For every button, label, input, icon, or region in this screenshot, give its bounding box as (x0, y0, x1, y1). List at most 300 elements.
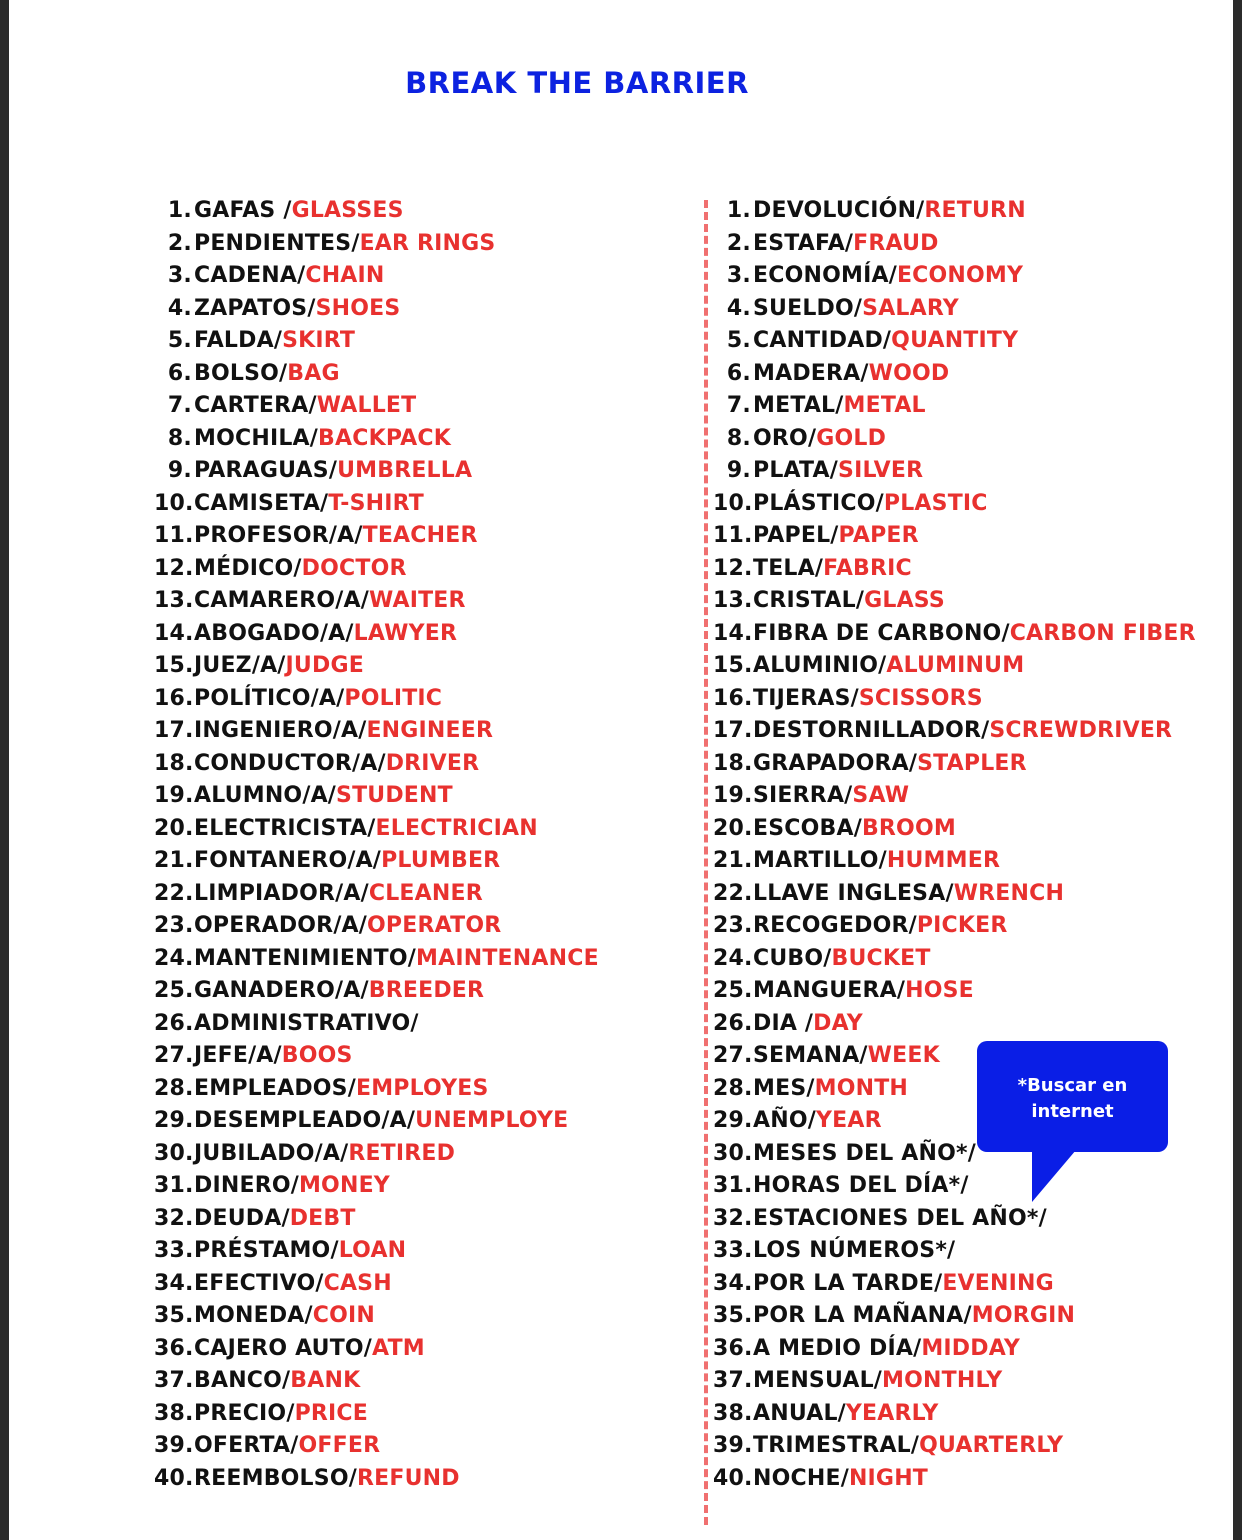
item-number: 12. (154, 555, 194, 581)
item-number: 27. (154, 1043, 194, 1068)
item-number: 7. (726, 393, 751, 418)
item-number: 16. (154, 685, 194, 711)
spanish-word: CONDUCTOR/A/ (194, 750, 386, 776)
english-translation: STAPLER (917, 750, 1027, 776)
item-number: 9. (167, 458, 192, 483)
spanish-word: MANTENIMIENTO/ (194, 945, 417, 971)
item-number: 33. (713, 1238, 753, 1263)
item-number: 17. (713, 718, 753, 743)
list-item (154, 390, 599, 423)
item-number: 23. (154, 913, 194, 938)
spanish-word: PLÁSTICO/ (753, 490, 884, 516)
list-item (713, 325, 1196, 358)
list-item (154, 228, 599, 261)
spanish-word: OFERTA/ (194, 1433, 299, 1458)
english-translation: WOOD (868, 360, 950, 386)
item-number: 35. (154, 1303, 194, 1328)
item-number: 39. (154, 1433, 194, 1458)
list-item (154, 1430, 599, 1463)
spanish-word: DEVOLUCIÓN/ (753, 198, 925, 223)
item-number: 2. (726, 230, 751, 256)
list-item (154, 1008, 599, 1041)
list-item (154, 585, 599, 618)
spanish-word: CADENA/ (194, 263, 306, 288)
spanish-word: ECONOMÍA/ (753, 263, 897, 288)
spanish-word: GANADERO/A/ (194, 978, 369, 1003)
spanish-word: MARTILLO/ (753, 848, 887, 873)
spanish-word: SEMANA/ (753, 1043, 868, 1068)
english-translation: UMBRELLA (337, 458, 473, 483)
list-item (154, 1398, 599, 1431)
english-translation: BREEDER (368, 978, 485, 1003)
english-translation: JUDGE (285, 653, 364, 678)
spanish-word: DEUDA/ (194, 1205, 290, 1231)
item-number: 10. (154, 490, 194, 516)
list-item (154, 488, 599, 521)
list-item (154, 715, 599, 748)
spanish-word: MESES DEL AÑO*/ (753, 1140, 976, 1166)
column-divider (704, 200, 708, 1525)
english-translation: BOOS (281, 1043, 353, 1068)
item-number: 34. (154, 1270, 194, 1296)
spanish-word: JUBILADO/A/ (194, 1140, 349, 1166)
item-number: 21. (713, 848, 753, 873)
item-number: 1. (167, 198, 192, 223)
spanish-word: BOLSO/ (194, 360, 288, 386)
english-translation: STUDENT (336, 783, 453, 808)
english-translation: BROOM (861, 815, 956, 841)
english-translation: NIGHT (848, 1465, 929, 1491)
list-item (713, 455, 1196, 488)
english-translation: GLASSES (291, 198, 404, 223)
spanish-word: GRAPADORA/ (753, 750, 918, 776)
english-translation: WAITER (369, 588, 466, 613)
spanish-word: POLÍTICO/A/ (194, 685, 345, 711)
english-translation: SCREWDRIVER (989, 718, 1173, 743)
item-number: 25. (154, 978, 194, 1003)
list-item (154, 683, 599, 716)
spanish-word: HORAS DEL DÍA*/ (753, 1173, 969, 1198)
list-item (713, 618, 1196, 651)
spanish-word: EMPLEADOS/ (194, 1075, 356, 1101)
spanish-word: SUELDO/ (753, 295, 863, 321)
spanish-word: FIBRA DE CARBONO/ (753, 620, 1010, 646)
spanish-word: MANGUERA/ (753, 978, 906, 1003)
list-item (713, 293, 1196, 326)
list-item (713, 780, 1196, 813)
spanish-word: ELECTRICISTA/ (194, 815, 376, 841)
item-number: 24. (154, 945, 194, 971)
item-number: 29. (713, 1108, 753, 1133)
list-item (154, 1105, 599, 1138)
right-vocabulary-list (713, 195, 1196, 1495)
item-number: 5. (167, 328, 192, 353)
spanish-word: DINERO/ (194, 1173, 299, 1198)
english-translation: TEACHER (362, 523, 478, 548)
spanish-word: FONTANERO/A/ (194, 848, 382, 873)
list-item (154, 943, 599, 976)
spanish-word: A MEDIO DÍA/ (753, 1335, 922, 1361)
spanish-word: ESTAFA/ (753, 230, 854, 256)
item-number: 29. (154, 1108, 194, 1133)
item-number: 14. (154, 620, 194, 646)
list-item (154, 1235, 599, 1268)
english-translation: CARBON FIBER (1009, 620, 1196, 646)
english-translation: SKIRT (282, 328, 356, 353)
english-translation: YEARLY (845, 1400, 939, 1426)
list-item (713, 1430, 1196, 1463)
english-translation: GLASS (864, 588, 945, 613)
list-item (713, 845, 1196, 878)
item-number: 1. (726, 198, 751, 223)
item-number: 20. (154, 815, 194, 841)
item-number: 4. (726, 295, 751, 321)
english-translation: METAL (843, 393, 926, 418)
list-item (154, 293, 599, 326)
item-number: 31. (713, 1173, 753, 1198)
english-translation: QUARTERLY (919, 1433, 1064, 1458)
spanish-word: ADMINISTRATIVO/ (194, 1010, 419, 1036)
item-number: 28. (713, 1075, 753, 1101)
item-number: 2. (167, 230, 192, 256)
spanish-word: TRIMESTRAL/ (753, 1433, 920, 1458)
spanish-word: AÑO/ (753, 1108, 816, 1133)
list-item (154, 650, 599, 683)
english-translation: COIN (312, 1303, 376, 1328)
item-number: 6. (167, 360, 192, 386)
spanish-word: DESTORNILLADOR/ (753, 718, 990, 743)
list-item (154, 1170, 599, 1203)
english-translation: QUANTITY (891, 328, 1019, 353)
item-number: 32. (154, 1205, 194, 1231)
list-item (154, 878, 599, 911)
spanish-word: PRECIO/ (194, 1400, 295, 1426)
list-item (154, 748, 599, 781)
spanish-word: MOCHILA/ (194, 425, 319, 451)
list-item (713, 488, 1196, 521)
spanish-word: GAFAS / (194, 198, 292, 223)
list-item (154, 520, 599, 553)
item-number: 26. (154, 1010, 194, 1036)
list-item (713, 1333, 1196, 1366)
english-translation: ECONOMY (896, 263, 1024, 288)
list-item (713, 553, 1196, 586)
item-number: 30. (154, 1140, 194, 1166)
english-translation: SALARY (862, 295, 959, 321)
list-item (713, 1398, 1196, 1431)
spanish-word: PLATA/ (753, 458, 839, 483)
english-translation: PRICE (294, 1400, 368, 1426)
english-translation: MONTH (814, 1075, 909, 1101)
item-number: 15. (713, 653, 753, 678)
english-translation: LOAN (338, 1238, 407, 1263)
spanish-word: INGENIERO/A/ (194, 718, 367, 743)
spanish-word: REEMBOLSO/ (194, 1465, 357, 1491)
item-number: 24. (713, 945, 753, 971)
spanish-word: LLAVE INGLESA/ (753, 880, 954, 906)
english-translation: DEBT (289, 1205, 356, 1231)
spanish-word: CAJERO AUTO/ (194, 1335, 373, 1361)
list-item (713, 1300, 1196, 1333)
english-translation: PLUMBER (381, 848, 501, 873)
english-translation: PAPER (838, 523, 919, 548)
list-item (713, 813, 1196, 846)
english-translation: GOLD (816, 425, 887, 451)
spanish-word: MÉDICO/ (194, 555, 302, 581)
list-item (154, 975, 599, 1008)
item-number: 3. (167, 263, 192, 288)
document-page (9, 0, 1233, 1540)
spanish-word: PRÉSTAMO/ (194, 1238, 339, 1263)
english-translation: BANK (290, 1368, 361, 1393)
list-item (154, 780, 599, 813)
list-item (154, 618, 599, 651)
english-translation: FABRIC (823, 555, 912, 581)
english-translation: OPERATOR (367, 913, 502, 938)
item-number: 22. (154, 880, 194, 906)
list-item (713, 1268, 1196, 1301)
list-item (713, 228, 1196, 261)
spanish-word: CANTIDAD/ (753, 328, 892, 353)
english-translation: PICKER (916, 913, 1008, 938)
item-number: 30. (713, 1140, 753, 1166)
list-item (713, 1235, 1196, 1268)
list-item (713, 943, 1196, 976)
list-item (154, 910, 599, 943)
english-translation: WALLET (316, 393, 417, 418)
spanish-word: ESTACIONES DEL AÑO*/ (753, 1205, 1047, 1231)
spanish-word: POR LA TARDE/ (753, 1270, 943, 1296)
list-item (154, 423, 599, 456)
item-number: 37. (713, 1368, 753, 1393)
english-translation: MONTHLY (882, 1368, 1003, 1393)
item-number: 18. (713, 750, 753, 776)
item-number: 40. (154, 1465, 194, 1491)
list-item (154, 325, 599, 358)
spanish-word: FALDA/ (194, 328, 283, 353)
english-translation: DAY (813, 1010, 863, 1036)
item-number: 7. (167, 393, 192, 418)
item-number: 5. (726, 328, 751, 353)
item-number: 13. (713, 588, 753, 613)
item-number: 25. (713, 978, 753, 1003)
list-item (154, 455, 599, 488)
list-item (154, 553, 599, 586)
list-item (713, 910, 1196, 943)
list-item (713, 683, 1196, 716)
english-translation: OFFER (298, 1433, 381, 1458)
list-item (154, 1333, 599, 1366)
list-item (154, 1073, 599, 1106)
spanish-word: PAPEL/ (753, 523, 839, 548)
spanish-word: METAL/ (753, 393, 844, 418)
english-translation: SILVER (838, 458, 924, 483)
note-line-1: *Buscar en (1017, 1075, 1128, 1096)
list-item (154, 1300, 599, 1333)
spanish-word: CAMARERO/A/ (194, 588, 369, 613)
english-translation: DOCTOR (301, 555, 407, 581)
list-item (713, 260, 1196, 293)
spanish-word: EFECTIVO/ (194, 1270, 324, 1296)
spanish-word: ABOGADO/A/ (194, 620, 354, 646)
list-item (713, 878, 1196, 911)
english-translation: BUCKET (831, 945, 931, 971)
english-translation: SHOES (315, 295, 401, 321)
spanish-word: CRISTAL/ (753, 588, 865, 613)
spanish-word: ALUMINIO/ (753, 653, 887, 678)
list-item (713, 650, 1196, 683)
item-number: 33. (154, 1238, 194, 1263)
list-item (713, 715, 1196, 748)
left-vocabulary-list (154, 195, 599, 1495)
english-translation: ENGINEER (366, 718, 494, 743)
spanish-word: CARTERA/ (194, 393, 317, 418)
english-translation: CASH (323, 1270, 392, 1296)
item-number: 4. (167, 295, 192, 321)
spanish-word: CUBO/ (753, 945, 832, 971)
list-item (154, 195, 599, 228)
list-item (154, 1463, 599, 1496)
english-translation: POLITIC (344, 685, 443, 711)
item-number: 28. (154, 1075, 194, 1101)
list-item (154, 1203, 599, 1236)
item-number: 38. (154, 1400, 194, 1426)
english-translation: WRENCH (953, 880, 1065, 906)
list-item (154, 260, 599, 293)
list-item (713, 423, 1196, 456)
list-item (713, 975, 1196, 1008)
english-translation: UNEMPLOYE (415, 1108, 569, 1133)
english-translation: EMPLOYES (355, 1075, 489, 1101)
english-translation: MONEY (298, 1173, 390, 1198)
english-translation: RETIRED (348, 1140, 456, 1166)
spanish-word: CAMISETA/ (194, 490, 329, 516)
list-item (713, 390, 1196, 423)
spanish-word: DIA / (753, 1010, 814, 1036)
page-title: BREAK THE BARRIER (405, 66, 749, 100)
item-number: 17. (154, 718, 194, 743)
english-translation: DRIVER (385, 750, 480, 776)
list-item (713, 748, 1196, 781)
list-item (154, 1040, 599, 1073)
spanish-word: TELA/ (753, 555, 824, 581)
english-translation: RETURN (924, 198, 1026, 223)
english-translation: SCISSORS (858, 685, 983, 711)
item-number: 27. (713, 1043, 753, 1068)
spanish-word: MADERA/ (753, 360, 869, 386)
list-item (713, 520, 1196, 553)
spanish-word: MES/ (753, 1075, 815, 1101)
item-number: 14. (713, 620, 753, 646)
list-item (713, 1008, 1196, 1041)
item-number: 12. (713, 555, 753, 581)
item-number: 22. (713, 880, 753, 906)
spanish-word: POR LA MAÑANA/ (753, 1303, 972, 1328)
spanish-word: MENSUAL/ (753, 1368, 883, 1393)
item-number: 6. (726, 360, 751, 386)
english-translation: MIDDAY (921, 1335, 1020, 1361)
list-item (154, 1268, 599, 1301)
item-number: 10. (713, 490, 753, 516)
list-item (713, 585, 1196, 618)
list-item (713, 1170, 1196, 1203)
english-translation: REFUND (356, 1465, 460, 1491)
spanish-word: ANUAL/ (753, 1400, 846, 1426)
note-line-2: internet (1031, 1101, 1114, 1122)
spanish-word: PROFESOR/A/ (194, 523, 363, 548)
english-translation: MORGIN (971, 1303, 1076, 1328)
spanish-word: MONEDA/ (194, 1303, 313, 1328)
item-number: 8. (167, 425, 192, 451)
english-translation: LAWYER (353, 620, 458, 646)
english-translation: T-SHIRT (328, 490, 425, 516)
item-number: 36. (713, 1335, 753, 1361)
english-translation: YEAR (815, 1108, 882, 1133)
spanish-word: LOS NÚMEROS*/ (753, 1238, 956, 1263)
spanish-word: SIERRA/ (753, 783, 853, 808)
spanish-word: PENDIENTES/ (194, 230, 360, 256)
item-number: 19. (713, 783, 753, 808)
list-item (713, 195, 1196, 228)
item-number: 16. (713, 685, 753, 711)
spanish-word: NOCHE/ (753, 1465, 849, 1491)
item-number: 26. (713, 1010, 753, 1036)
list-item (154, 813, 599, 846)
list-item (713, 358, 1196, 391)
note-text (977, 1073, 1168, 1125)
item-number: 35. (713, 1303, 753, 1328)
english-translation: CHAIN (305, 263, 385, 288)
item-number: 9. (726, 458, 751, 483)
spanish-word: DESEMPLEADO/A/ (194, 1108, 416, 1133)
english-translation: CLEANER (368, 880, 483, 906)
item-number: 19. (154, 783, 194, 808)
item-number: 15. (154, 653, 194, 678)
spanish-word: ALUMNO/A/ (194, 783, 337, 808)
english-translation: ATM (372, 1335, 425, 1361)
english-translation: EAR RINGS (359, 230, 496, 256)
spanish-word: ORO/ (753, 425, 817, 451)
note-speech-bubble (977, 1041, 1168, 1152)
item-number: 40. (713, 1465, 753, 1491)
english-translation: ALUMINUM (886, 653, 1025, 678)
list-item (154, 1138, 599, 1171)
spanish-word: ZAPATOS/ (194, 295, 316, 321)
spanish-word: JEFE/A/ (194, 1043, 282, 1068)
item-number: 18. (154, 750, 194, 776)
item-number: 31. (154, 1173, 194, 1198)
spanish-word: ESCOBA/ (753, 815, 862, 841)
item-number: 23. (713, 913, 753, 938)
list-item (713, 1463, 1196, 1496)
spanish-word: LIMPIADOR/A/ (194, 880, 369, 906)
list-item (154, 358, 599, 391)
item-number: 8. (726, 425, 751, 451)
spanish-word: PARAGUAS/ (194, 458, 338, 483)
spanish-word: TIJERAS/ (753, 685, 859, 711)
english-translation: MAINTENANCE (416, 945, 599, 971)
item-number: 32. (713, 1205, 753, 1231)
english-translation: ELECTRICIAN (375, 815, 538, 841)
item-number: 11. (713, 523, 753, 548)
english-translation: BAG (287, 360, 340, 386)
item-number: 37. (154, 1368, 194, 1393)
english-translation: EVENING (942, 1270, 1054, 1296)
item-number: 39. (713, 1433, 753, 1458)
english-translation: WEEK (867, 1043, 940, 1068)
list-item (713, 1203, 1196, 1236)
english-translation: HUMMER (886, 848, 1001, 873)
